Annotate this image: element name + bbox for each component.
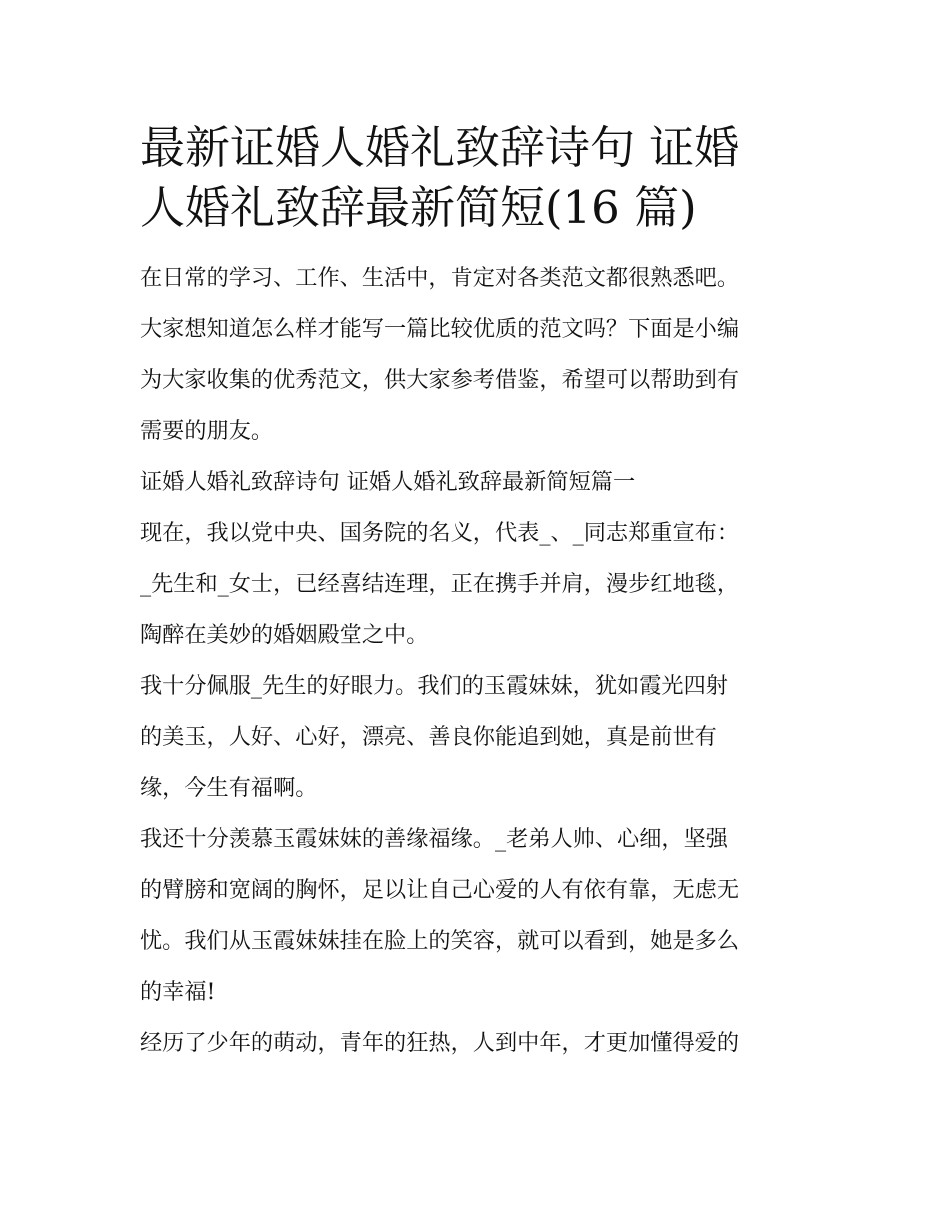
document-title [140,118,816,238]
paragraph-line: 的美玉，人好、心好，漂亮、善良你能追到她，真是前世有 [140,724,717,750]
paragraph-line: 经历了少年的萌动，青年的狂热，人到中年，才更加懂得爱的 [140,1030,740,1056]
paragraph-line: _先生和_女士，已经喜结连理，正在携手并肩，漫步红地毯， [140,571,740,597]
body-paragraph [140,814,816,1018]
paragraph-line: 缘，今生有福啊。 [140,775,318,801]
title-line: 最新证婚人婚礼致辞诗句 证婚 [140,121,740,174]
paragraph-line: 我十分佩服_先生的好眼力。我们的玉霞妹妹，犹如霞光四射 [140,673,728,699]
paragraph-line: 为大家收集的优秀范文，供大家参考借鉴，希望可以帮助到有 [140,367,740,393]
paragraph-line: 大家想知道怎么样才能写一篇比较优质的范文吗？下面是小编 [140,316,740,342]
paragraph-line: 在日常的学习、工作、生活中，肯定对各类范文都很熟悉吧。 [140,265,740,291]
body-paragraph [140,1018,816,1069]
intro-paragraph [140,253,816,457]
paragraph-line: 陶醉在美妙的婚姻殿堂之中。 [140,622,429,648]
paragraph-line: 需要的朋友。 [140,418,274,444]
title-line: 人婚礼致辞最新简短(16 篇) [140,181,697,234]
document-content [140,118,816,1069]
section-heading-text: 证婚人婚礼致辞诗句 证婚人婚礼致辞最新简短篇一 [140,469,636,495]
body-paragraph [140,508,816,661]
paragraph-line: 现在，我以党中央、国务院的名义，代表_、_同志郑重宣布： [140,520,740,546]
body-paragraph [140,661,816,814]
paragraph-line: 的幸福! [140,979,216,1005]
section-heading [140,457,816,508]
paragraph-line: 我还十分羡慕玉霞妹妹的善缘福缘。_老弟人帅、心细，坚强 [140,826,728,852]
paragraph-line: 的臂膀和宽阔的胸怀，足以让自己心爱的人有依有靠，无虑无 [140,877,740,903]
paragraph-line: 忧。我们从玉霞妹妹挂在脸上的笑容，就可以看到，她是多么 [140,928,740,954]
